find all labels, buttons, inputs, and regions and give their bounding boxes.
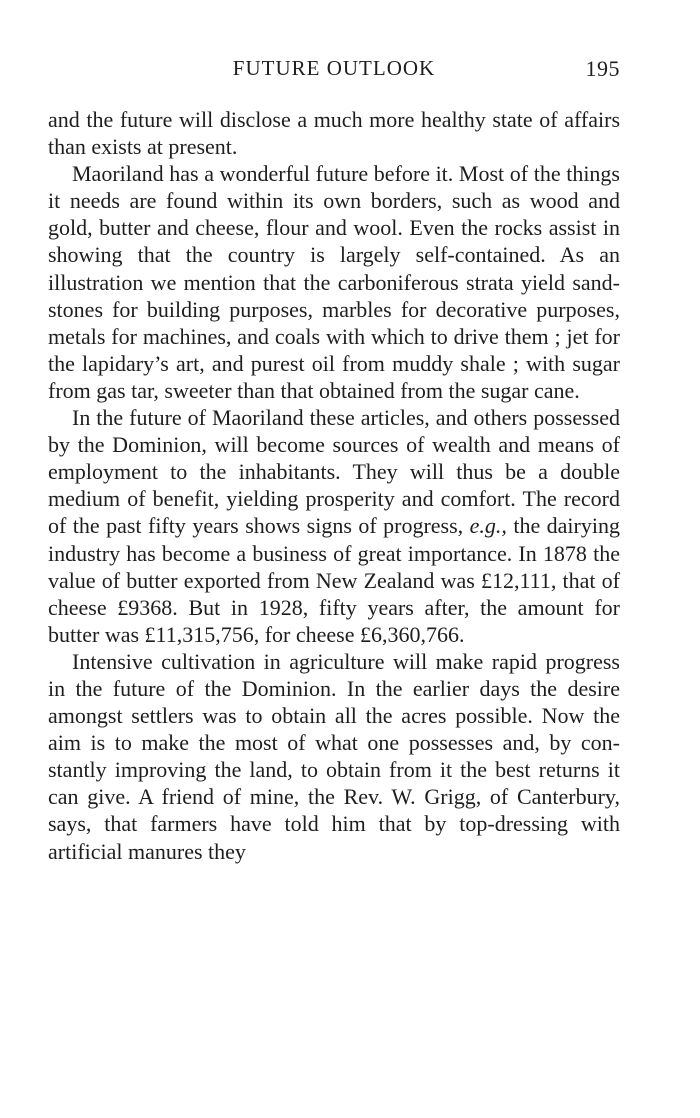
italic-abbreviation: e.g.,: [469, 513, 507, 539]
paragraph-continued: and the future will disclose a much more healthy state of affairs than exists at present.: [48, 107, 620, 160]
body-text: [48, 106, 620, 865]
running-title: FUTURE OUTLOOK: [232, 56, 436, 80]
paragraph-maoriland-future: Maoriland has a wonderful future before it. Most of the things it needs are found within its own borders, such as wood and gold, butter and cheese, flour and wool. Even the rocks assist in showing that the country is largely self-contained. As an illustration we mention that the carboniferous strata yield sandstones for building purposes, marbles for decorative purposes, metals for machines, and coals with which to drive them ; jet for the lapidary’s art, and purest oil from muddy shale ; with sugar from gas tar, sweeter than that obtained from the sugar cane.: [48, 161, 620, 403]
paragraph-intensive-cultivation: Intensive cultivation in agriculture will make rapid progress in the future of the Dominion. In the earlier days the desire amongst settlers was to obtain all the acres possible. Now the aim is to make the most of what one possesses and, by constantly improving the land, to obtain from it the best returns it can give. A friend of mine, the Rev. W. Grigg, of Canterbury, says, that farmers have told him that by top-dressing with artificial manures they: [48, 648, 620, 864]
paragraph-text-after: the dairying industry has become a business of great importance. In 1878 the value of butter exported from New Zealand was £12,111, that of cheese £9368. But in 1928, fifty years after, the amount for butter was £11,315,756, for cheese £6,360,766.: [48, 513, 620, 647]
running-head: [48, 56, 620, 86]
paragraph-text-before: In the future of Maoriland these articles, and others possessed by the Dominion, will become sources of wealth and means of employment to the inhabitants. They will thus be a double medium of benefit, yielding prosperity and comfort. The record of the past fifty years shows signs of progress,: [48, 405, 620, 539]
paragraph-dairying-progress: [48, 404, 620, 648]
page-number: 195: [585, 56, 620, 81]
